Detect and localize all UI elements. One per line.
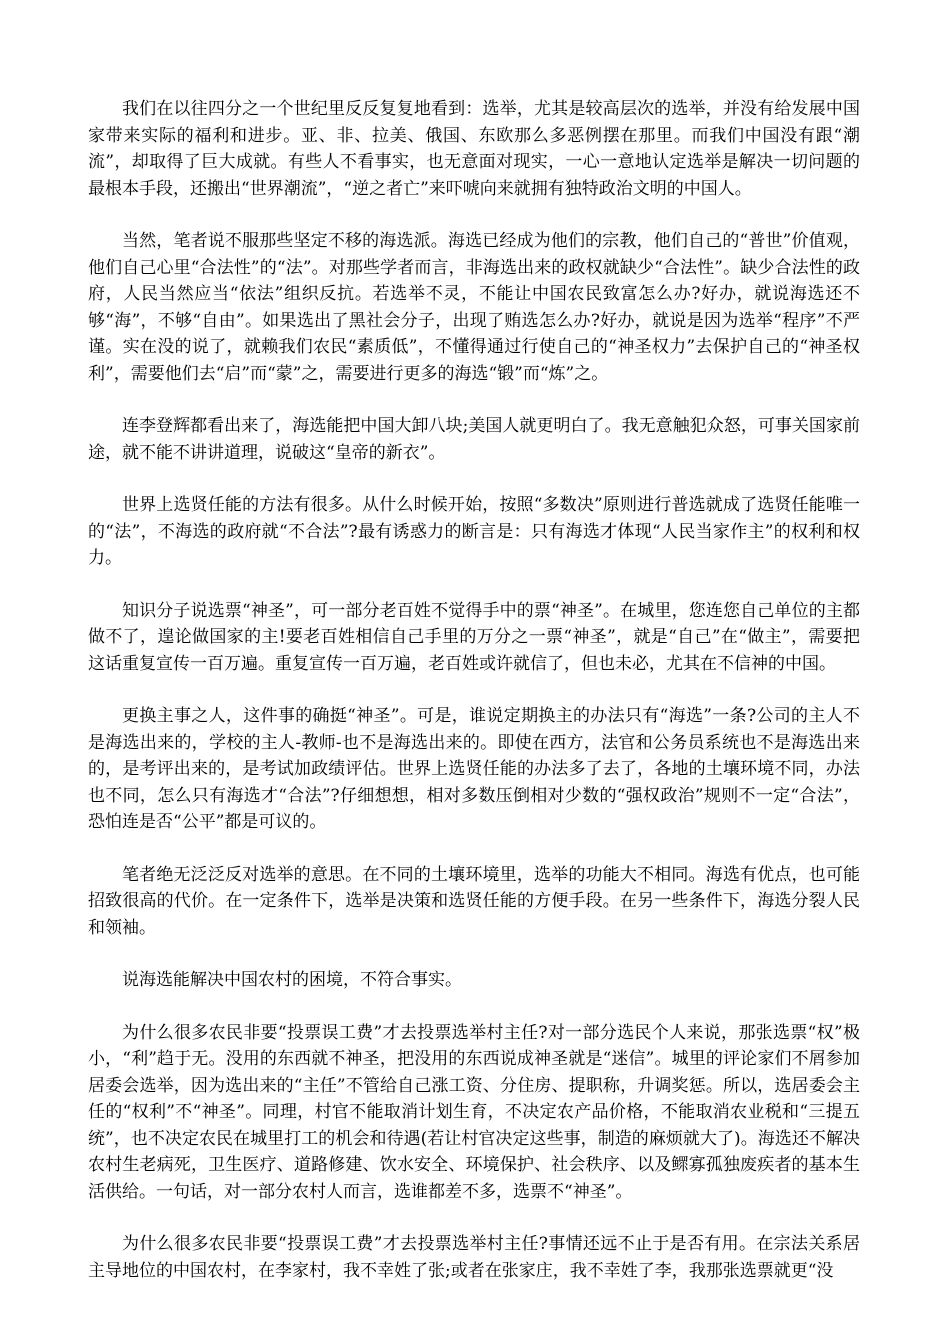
paragraph-4: 世界上选贤任能的方法有很多。从什么时候开始，按照“多数决”原则进行普选就成了选贤任能唯一的“法”，不海选的政府就“不合法”?最有诱惑力的断言是：只有海选才体现“人民当家作主”的权利和权力。 [88,495,860,568]
paragraph-7: 笔者绝无泛泛反对选举的意思。在不同的土壤环境里，选举的功能大不相同。海选有优点，也可能招致很高的代价。在一定条件下，选举是决策和选贤任能的方便手段。在另一些条件下，海选分裂人民和领袖。 [88,864,860,938]
paragraph-3: 连李登辉都看出来了，海选能把中国大卸八块;美国人就更明白了。我无意触犯众怒，可事关国家前途，就不能不讲讲道理，说破这“皇帝的新衣”。 [88,416,860,463]
paragraph-10: 为什么很多农民非要“投票误工费”才去投票选举村主任?事情还远不止于是否有用。在宗法关系居主导地位的中国农村，在李家村，我不幸姓了张;或者在张家庄，我不幸姓了李，我那张选票就更“没 [88,1234,860,1281]
paragraph-2: 当然，笔者说不服那些坚定不移的海选派。海选已经成为他们的宗教，他们自己的“普世”价值观，他们自己心里“合法性”的“法”。对那些学者而言，非海选出来的政权就缺少“合法性”。缺少合法性的政府，人民当然应当“依法”组织反抗。若选举不灵，不能让中国农民致富怎么办?好办，就说海选还不够“海”，不够“自由”。如果选出了黑社会分子，出现了贿选怎么办?好办，就说是因为选举“程序”不严谨。实在没的说了，就赖我们农民“素质低”，不懂得通过行使自己的“神圣权力”去保护自己的“神圣权利”，需要他们去“启”而“蒙”之，需要进行更多的海选“锻”而“炼”之。 [88,231,860,384]
paragraph-1: 我们在以往四分之一个世纪里反反复复地看到：选举，尤其是较高层次的选举，并没有给发展中国家带来实际的福利和进步。亚、非、拉美、俄国、东欧那么多恶例摆在那里。而我们中国没有跟“潮流”，却取得了巨大成就。有些人不看事实，也无意面对现实，一心一意地认定选举是解决一切问题的最根本手段，还搬出“世界潮流”，“逆之者亡”来吓唬向来就拥有独特政治文明的中国人。 [88,99,860,199]
paragraph-9: 为什么很多农民非要“投票误工费”才去投票选举村主任?对一部分选民个人来说，那张选票“权”极小，“利”趋于无。没用的东西就不神圣，把没用的东西说成神圣就是“迷信”。城里的评论家们不屑参加居委会选举，因为选出来的“主任”不管给自己涨工资、分住房、提职称，升调奖惩。所以，选居委会主任的“权利”不“神圣”。同理，村官不能取消计划生育，不决定农产品价格，不能取消农业税和“三提五统”，也不决定农民在城里打工的机会和待遇(若让村官决定这些事，制造的麻烦就大了)。海选还不解决农村生老病死，卫生医疗、道路修建、饮水安全、环境保护、社会秩序、以及鳏寡孤独废疾者的基本生活供给。一句话，对一部分农村人而言，选谁都差不多，选票不“神圣”。 [88,1022,860,1202]
paragraph-8: 说海选能解决中国农村的困境，不符合事实。 [122,970,462,990]
article-body [88,96,860,1310]
paragraph-5: 知识分子说选票“神圣”，可一部分老百姓不觉得手中的票“神圣”。在城里，您连您自己单位的主都做不了，遑论做国家的主!要老百姓相信自己手里的万分之一票“神圣”，就是“自己”在“做主”，需要把这话重复宣传一百万遍。重复宣传一百万遍，老百姓或许就信了，但也未必，尤其在不信神的中国。 [88,600,860,674]
paragraph-6: 更换主事之人，这件事的确挺“神圣”。可是，谁说定期换主的办法只有“海选”一条?公司的主人不是海选出来的，学校的主人-教师-也不是海选出来的。即使在西方，法官和公务员系统也不是海选出来的，是考评出来的，是考试加政绩评估。世界上选贤任能的办法多了去了，各地的土壤环境不同，办法也不同，怎么只有海选才“合法”?仔细想想，相对多数压倒相对少数的“强权政治”规则不一定“合法”，恐怕连是否“公平”都是可议的。 [88,706,860,832]
